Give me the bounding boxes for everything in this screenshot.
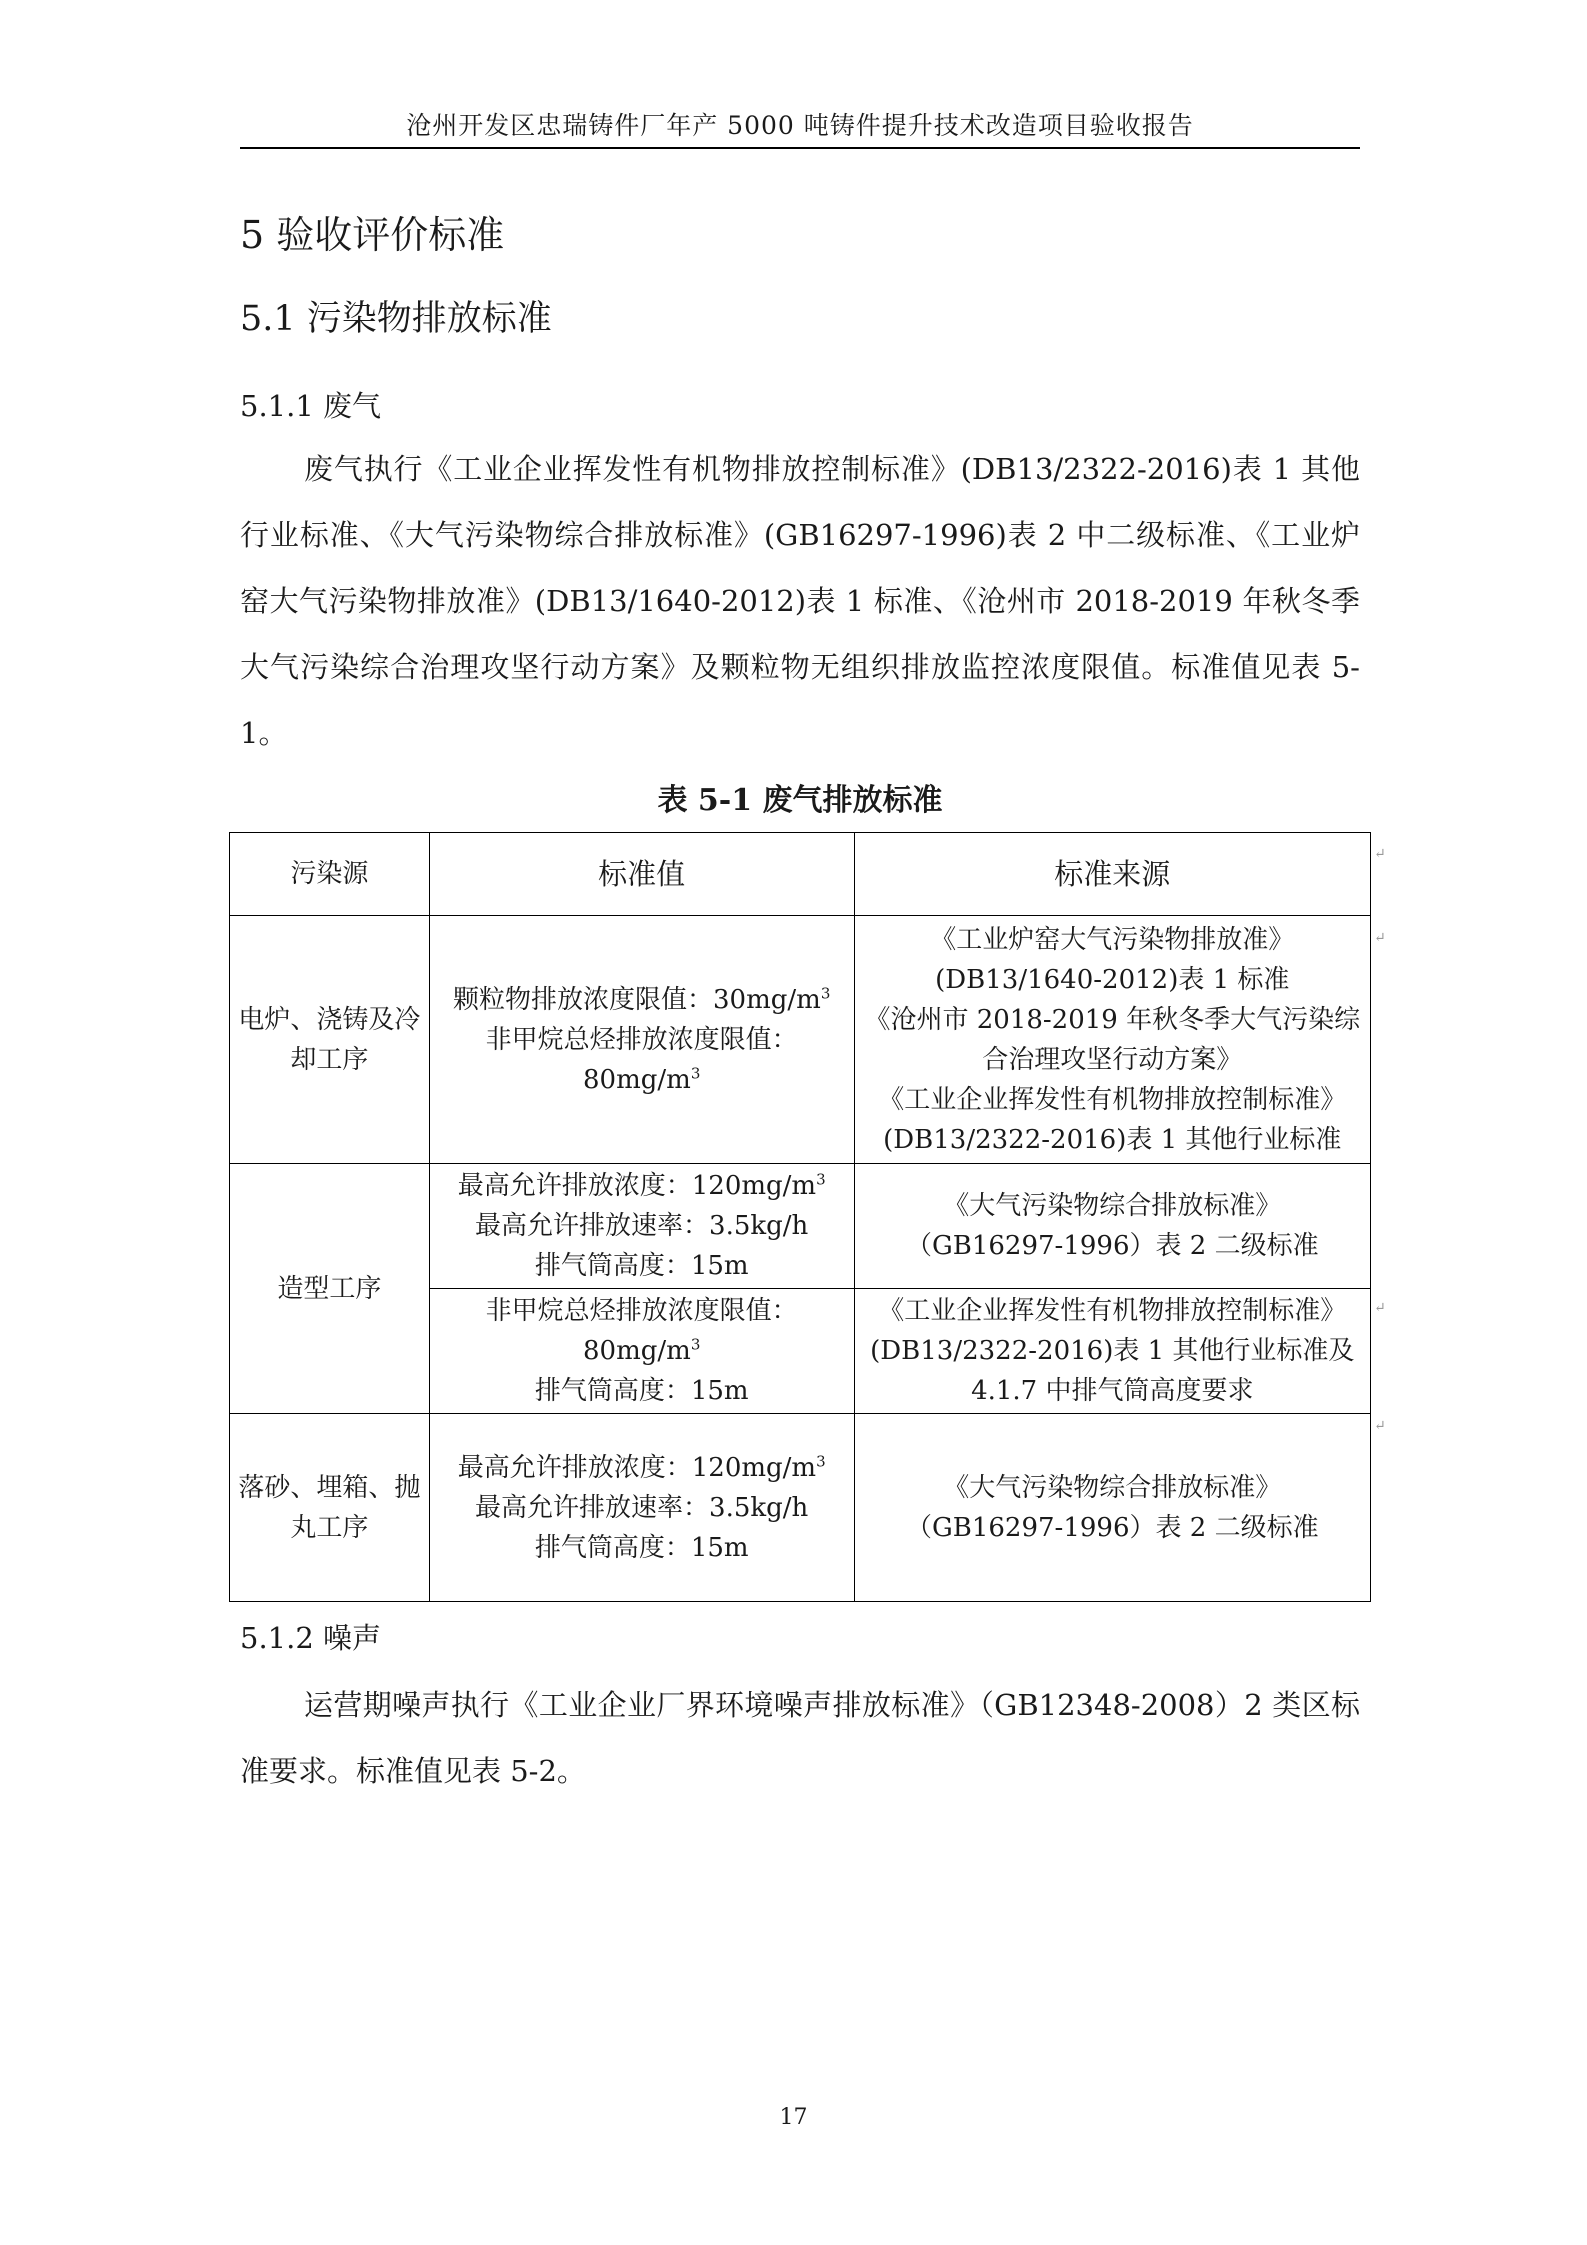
cell-line: 电炉、浇铸及冷 bbox=[238, 1004, 421, 1035]
source-cell bbox=[230, 1414, 430, 1602]
cell-line: （GB16297-1996）表 2 二级标准 bbox=[905, 1512, 1319, 1543]
cell-line: 非甲烷总烃排放浓度限值： bbox=[485, 1296, 798, 1326]
value-cell bbox=[429, 1414, 854, 1602]
superscript: 3 bbox=[820, 983, 831, 1002]
cell-line: 丸工序 bbox=[290, 1512, 369, 1543]
source-cell bbox=[230, 1164, 430, 1414]
superscript: 3 bbox=[816, 1170, 826, 1189]
table-caption: 表 5-1 废气排放标准 bbox=[657, 783, 943, 818]
superscript: 3 bbox=[816, 1451, 826, 1470]
subsection-heading-noise: 5.1.2 噪声 bbox=[240, 1621, 382, 1655]
cell-text: 最高允许排放浓度：120mg/m bbox=[457, 1452, 817, 1483]
value-cell bbox=[429, 1164, 854, 1289]
noise-standard-paragraph: 运营期噪声执行《工业企业厂界环境噪声排放标准》（GB12348-2008）2 类区标准要求。标准值见表 5-2。 bbox=[240, 1688, 1360, 1788]
cell-line: 《大气污染物综合排放标准》 bbox=[943, 1472, 1282, 1503]
cell-line: 排气筒高度：15m bbox=[534, 1532, 749, 1563]
cell-line: 落砂、埋箱、抛 bbox=[238, 1472, 421, 1503]
source-cell bbox=[230, 916, 430, 1164]
cell-line bbox=[434, 1448, 850, 1488]
cell-line bbox=[434, 1166, 850, 1206]
page-number: 17 bbox=[779, 2105, 808, 2130]
paragraph-mark-icon: ↵ bbox=[1374, 930, 1386, 946]
cell-line: 合治理攻坚行动方案》 bbox=[982, 1044, 1243, 1075]
chapter-heading: 5 验收评价标准 bbox=[240, 213, 505, 257]
table-row bbox=[230, 916, 1371, 1164]
table-header-row bbox=[230, 833, 1371, 916]
cell-text: 80mg/m bbox=[583, 1336, 691, 1366]
cell-line: 造型工序 bbox=[277, 1273, 382, 1304]
document-header-title: 沧州开发区忠瑞铸件厂年产 5000 吨铸件提升技术改造项目验收报告 bbox=[406, 111, 1194, 140]
cell-line: 排气筒高度：15m bbox=[534, 1376, 749, 1406]
cell-line: 非甲烷总烃排放浓度限值： bbox=[485, 1024, 798, 1055]
paragraph-mark-icon: ↵ bbox=[1374, 1418, 1386, 1434]
cell-line: 《大气污染物综合排放标准》 bbox=[943, 1191, 1282, 1221]
superscript: 3 bbox=[690, 1335, 701, 1354]
cell-line: 4.1.7 中排气筒高度要求 bbox=[971, 1376, 1254, 1406]
subsection-heading-air: 5.1.1 废气 bbox=[240, 389, 382, 423]
cell-line: （GB16297-1996）表 2 二级标准 bbox=[905, 1231, 1319, 1261]
value-cell bbox=[429, 1289, 854, 1414]
cell-line bbox=[434, 1060, 850, 1100]
section-heading: 5.1 污染物排放标准 bbox=[240, 299, 552, 339]
cell-text: 最高允许排放浓度：120mg/m bbox=[457, 1171, 817, 1201]
value-cell bbox=[429, 916, 854, 1164]
basis-cell bbox=[854, 916, 1370, 1164]
cell-line bbox=[434, 1331, 850, 1371]
basis-cell bbox=[854, 1414, 1370, 1602]
cell-line: (DB13/2322-2016)表 1 其他行业标准 bbox=[883, 1124, 1342, 1155]
cell-line: 《工业企业挥发性有机物排放控制标准》 bbox=[878, 1084, 1347, 1115]
paragraph-mark-icon: ↵ bbox=[1374, 1300, 1386, 1316]
header-source: 污染源 bbox=[230, 833, 430, 916]
cell-line: (DB13/1640-2012)表 1 标准 bbox=[935, 964, 1290, 995]
cell-line: 最高允许排放速率：3.5kg/h bbox=[475, 1492, 809, 1523]
superscript: 3 bbox=[690, 1063, 701, 1082]
cell-line: 《沧州市 2018-2019 年秋冬季大气污染综 bbox=[864, 1004, 1361, 1035]
header-rule bbox=[240, 147, 1360, 149]
cell-line bbox=[434, 980, 850, 1020]
cell-line: 排气筒高度：15m bbox=[534, 1251, 749, 1281]
cell-line: 最高允许排放速率：3.5kg/h bbox=[475, 1211, 809, 1241]
table-row bbox=[230, 1164, 1371, 1289]
cell-line: (DB13/2322-2016)表 1 其他行业标准及 bbox=[870, 1336, 1355, 1366]
air-standard-paragraph: 废气执行《工业企业挥发性有机物排放控制标准》(DB13/2322-2016)表 1 其他行业标准、《大气污染物综合排放标准》(GB16297-1996)表 2 中二级标准、《工业炉窑大气污染物排放准》(DB13/1640-2012)表 1 标准、《沧州市 2018-2019 年秋冬季大气污染综合治理攻坚行动方案》及颗粒物无组织排放监控浓度限值。标准值见表 5-1。 bbox=[240, 452, 1360, 750]
header-value: 标准值 bbox=[429, 833, 854, 916]
emission-standard-table bbox=[229, 832, 1371, 1602]
cell-text: 80mg/m bbox=[583, 1064, 691, 1095]
basis-cell bbox=[854, 1164, 1370, 1289]
header-basis: 标准来源 bbox=[854, 833, 1370, 916]
cell-line: 却工序 bbox=[290, 1044, 369, 1075]
basis-cell bbox=[854, 1289, 1370, 1414]
paragraph-mark-icon: ↵ bbox=[1374, 846, 1386, 862]
cell-line: 《工业企业挥发性有机物排放控制标准》 bbox=[878, 1296, 1347, 1326]
table-row bbox=[230, 1414, 1371, 1602]
cell-line: 《工业炉窑大气污染物排放准》 bbox=[930, 924, 1295, 955]
cell-text: 颗粒物排放浓度限值：30mg/m bbox=[453, 984, 821, 1015]
